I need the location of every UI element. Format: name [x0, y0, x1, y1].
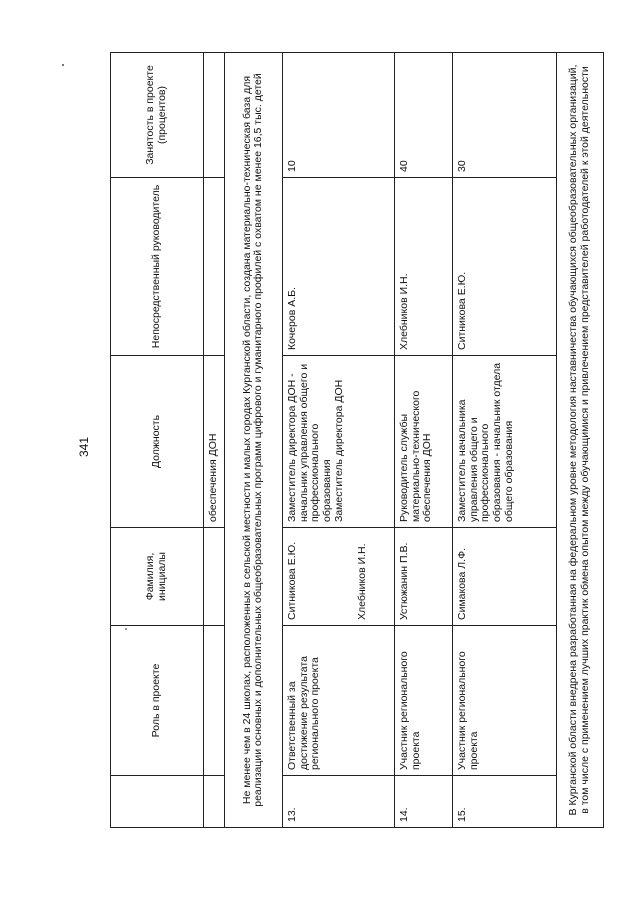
position-cell: обеспечения ДОН — [204, 356, 225, 528]
manager-cell: Хлебников И.Н. — [394, 178, 452, 356]
page-number: 341 — [77, 436, 92, 458]
table-row — [204, 53, 225, 828]
header-manager: Непосредственный руководитель — [111, 178, 204, 356]
share-cell: 10 — [282, 53, 394, 178]
row-number: 14. — [394, 776, 452, 828]
role-cell: Участник регионального проекта — [394, 626, 452, 776]
share-cell: 30 — [452, 53, 556, 178]
result-note-row — [224, 53, 282, 828]
header-role: Роль в проекте — [111, 626, 204, 776]
row-number: 13. — [282, 776, 394, 828]
header-share: Занятость в проекте (процентов) — [111, 53, 204, 178]
table-row — [394, 53, 452, 828]
header-num — [111, 776, 204, 828]
name-cell: Ситникова Е.Ю. Хлебников И.Н. — [282, 528, 394, 626]
manager-cell: Кочеров А.Б. — [282, 178, 394, 356]
role-cell: Участник регионального проекта — [452, 626, 556, 776]
name-cell: Устюжанин П.В. — [394, 528, 452, 626]
rotated-table-container — [110, 53, 600, 828]
table-row — [452, 53, 556, 828]
scan-speck — [62, 64, 64, 66]
name-cell: Симакова Л.Ф. — [452, 528, 556, 626]
manager-cell: Ситникова Е.Ю. — [452, 178, 556, 356]
position-cell: Заместитель директора ДОН - начальник управления общего и профессионального образования Заместитель директора ДОН — [282, 356, 394, 528]
position-cell: Руководитель службы материально-технического обеспечения ДОН — [394, 356, 452, 528]
header-name: Фамилия, инициалы — [111, 528, 204, 626]
table-row — [282, 53, 394, 828]
share-cell: 40 — [394, 53, 452, 178]
position-cell: Заместитель начальника управления общего и профессионального образования - начальник отдела общего образования — [452, 356, 556, 528]
result-note: Не менее чем в 24 школах, расположенных в сельской местности и малых городах Курганской области, создана материально-техническая база для реализации основных и дополнительных общеобразовательных программ цифрового и гуманитарного профилей с охватом не менее 16,5 тыс. детей — [224, 53, 282, 828]
header-position: Должность — [111, 356, 204, 528]
role-cell: Ответственный за достижение результата регионального проекта — [282, 626, 394, 776]
mentoring-note: В Курганской области внедрена разработанная на федеральном уровне методология наставничества обучающихся общеобразовательных организаций, в том числе с применением лучших практик обмена опытом между обучающимися и привлечением представителей работодателей к этой деятельности — [556, 53, 603, 828]
row-number: 15. — [452, 776, 556, 828]
header-row — [111, 53, 204, 828]
project-team-table — [110, 52, 604, 828]
mentoring-note-row — [556, 53, 603, 828]
